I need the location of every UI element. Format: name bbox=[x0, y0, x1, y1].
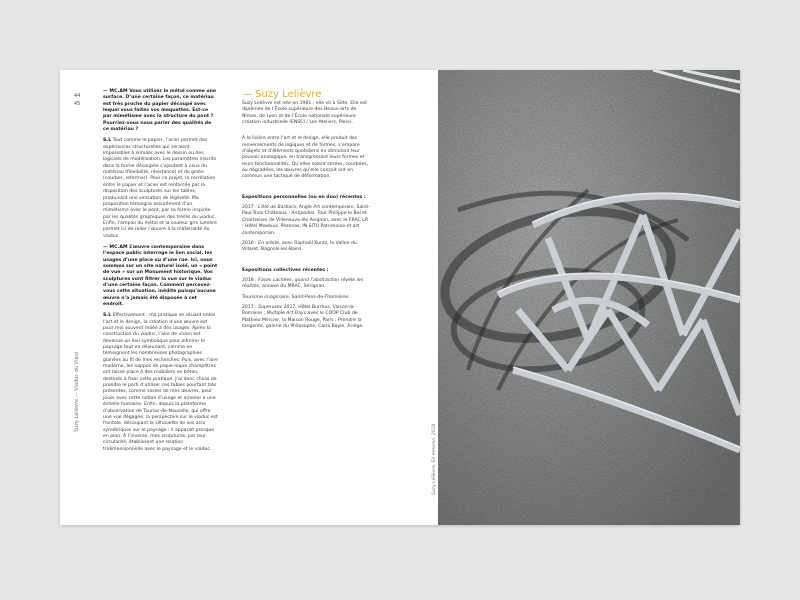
running-title: Suzy Lelièvre — Viaduc du Viaur bbox=[74, 351, 80, 432]
bio-paragraph: À la lisière entre l’art et le design, elle produit des renversements de logiques et de formes, s’empare d’objets et d’éléments quotidiens en stimulant leur pouvoir analogique, en transgressant leurs formes et leurs fonctionnalités. Qu’elles soient striées, courbées, ou dégradées, les œuvres qu’elle conçoit ont en commun une tactique de déformation. bbox=[242, 136, 369, 180]
question-text: L’œuvre contemporaine dans l’espace public interroge le lien social, les usages d’une place ou d’une rue. Ici, nous sommes sur un site naturel isolé, un « point de vue » sur un Monument historique. Vos sculptures vont filtrer la vue sur le viaduc d’une certaine façon. Comment percevez-vous cette situation, inédite puisqu’aucune œuvre n’a jamais été disposée à cet endroit. bbox=[103, 244, 218, 307]
photo-caption: Suzy Lelièvre, En entorse, 2018 bbox=[432, 423, 437, 495]
interview-column bbox=[103, 89, 218, 458]
question-1 bbox=[103, 89, 218, 133]
question-2 bbox=[103, 245, 218, 308]
answer-text: Effectivement : ma pratique se situant entre l’art et le design, la création d’une œuvre est pour moi souvent reliée à des usages. Après la construction du viaduc, l’aire de vision est devenue un lieu symbolique pour admirer le paysage tout en déjeunant, comme en témoignent les nombreuses photographies glanées au fil de mes recherches. Puis, avec l’aire moderne, les nappes de pique-nique champêtres ont laissé place à des mobiliers en béton, destinés à fixer cette pratique. J’ai donc choisi de prendre le parti d’utiliser ces tables pourtant très présentes, comme socles de mes œuvres, pour jouer avec cette notion d’usage et amener à une échelle humaine. Enfin, depuis la plateforme d’observation de Tauriac-de-Naucelle, qui offre une vue dégagée, la perspective sur le viaduc est frontale, découpant la silhouette de ses arcs symétriques sur le paysage : il apparaît presque en plan. À l’inverse, mes sculptures, par leur circularité, établissent une relation tridimensionnelle avec le paysage et le viaduc. bbox=[103, 313, 218, 452]
group-exhibitions-heading: Expositions collectives récentes : bbox=[242, 267, 329, 273]
exhibition-entry: 2016 : En orbite, avec Raphaël Kuntz, le Vallon du Villaret, Bagnols-les-Bains. bbox=[242, 240, 357, 253]
sculpture-photo bbox=[438, 70, 740, 525]
folio-left: 44 bbox=[74, 93, 81, 99]
interviewer-tag: — MC.AM bbox=[103, 244, 128, 250]
exhibition-entry: 2017 : Superuses 2017, Hôtel Burrhus, Vaison-la-Romaine ; Multiple Art Days avec le COOP Club de Mathieu Mercier, la Maison Rouge, Paris ; Prendre la tangente, galerie du Philosophe, Carla Bayle, Ariège. bbox=[242, 304, 364, 329]
exhibition-entry: 2017 : L’été de Barbara, Angle Art contemporain, Saint-Paul-Trois-Châteaux ; Antipodes. Tour Philippe le Bel et Chartreuse de Villeneuve-lès-Avignon, avec le FRAC LR ; Hôtel Moebius, Pézenas, IN SITU Patrimoine et art contemporain. bbox=[242, 205, 370, 236]
bio-column bbox=[242, 89, 370, 330]
artist-tag: S.L bbox=[103, 313, 112, 319]
artist-tag: S.L bbox=[103, 138, 112, 144]
answer-text: Tout comme le papier, l’acier permet des expériences structurelles qui seraient impossibles à simuler avec le dessin ou des logiciels de modélisation. Les paramètres inscrits dans la forme découpée s’ajoutent à ceux du matériau (flexibilité, résistance) et du geste (courber, refermer). Pour ce projet, la corrélation entre le papier et l’acier est renforcée par la disposition des sculptures sur les tables, produisant une sensation de légèreté. Ma proposition témoigne assurément d’un mimétisme avec le pont, par sa forme inspirée par les qualités graphiques des treillis du viaduc. Enfin, l’emploi du métal et la couleur gris lumière permet ici de relier l’œuvre à la matérialité du viaduc. bbox=[103, 138, 217, 239]
answer-2 bbox=[103, 313, 218, 453]
page-numbers bbox=[74, 92, 80, 108]
artist-name-heading: — Suzy Lelièvre bbox=[242, 89, 322, 100]
folio-right: 45 bbox=[74, 101, 81, 107]
answer-1 bbox=[103, 138, 218, 240]
bio-paragraph: Suzy Lelièvre est née en 1981 ; elle vit à Sète. Elle est diplômée de l’École supérieure des Beaux-arts de Nîmes, de Lyon et de l’École nationale supérieure création industrielle (ENSCI / Les Ateliers, Paris). bbox=[242, 101, 368, 126]
exhibition-entry: Tourisme imaginaire, Saint-Pons-de-Thomières. bbox=[242, 294, 350, 300]
exhibition-entry: 2018 : Faces cachées, quand l’abstraction révèle les réalités, annexe du MRAC, Sérignan. bbox=[242, 277, 363, 290]
question-text: Vous utilisez le métal comme une surface. D’une certaine façon, ce matériau est très proche du papier découpé avec lequel vous faites vos maquettes. Est-ce par mimétisme avec la structure du pont ? Pourriez-vous nous parler des qualités de ce matériau ? bbox=[103, 89, 217, 133]
magazine-spread bbox=[60, 70, 740, 525]
solo-exhibitions-heading: Expositions personnelles (ou en duo) récentes : bbox=[242, 194, 366, 200]
interviewer-tag: — MC.AM bbox=[103, 89, 128, 94]
sculpture-photo-image bbox=[438, 70, 740, 525]
